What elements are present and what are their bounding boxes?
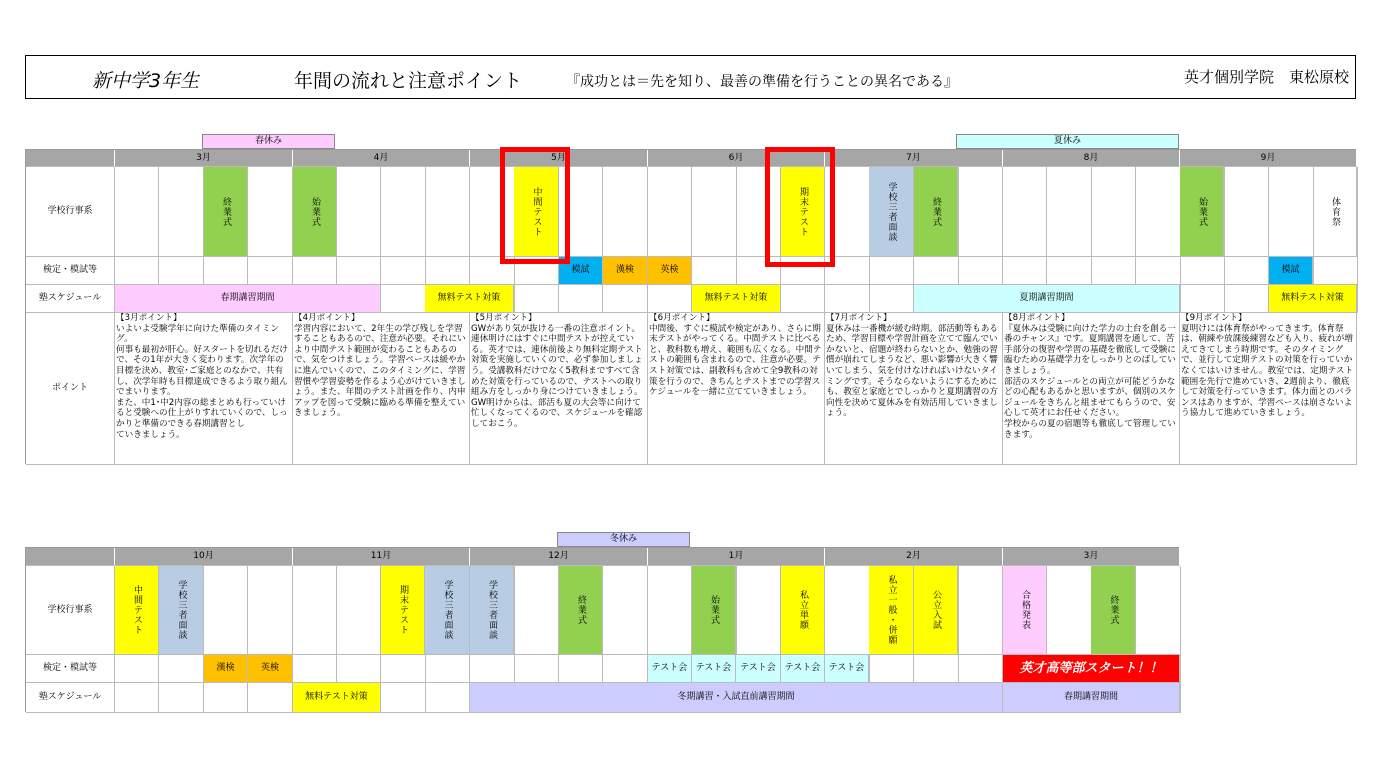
exam-mock: 模試 bbox=[559, 257, 603, 285]
event-public-exam: 公立入試 bbox=[914, 566, 958, 655]
exam-kanji: 漢検 bbox=[603, 257, 648, 285]
week-cell bbox=[959, 167, 1003, 257]
week-cell bbox=[293, 655, 337, 683]
point-august: 【8月ポイント】 『夏休みは受験に向けた学力の土台を創る一番のチャンス』です。夏期講習を通して、苦手部分の復習や学習の基礎を徹底して受験に臨むための基礎学力をしっかりとのばしていきましょう。 部活のスケジュールとの両立が可能どうかなどの心配もあるかと思いますが、個別のスケジュールをきちんと組ませてもらうので、安心して英才にお任せください。 学校からの夏の宿題等も徹底して管理していきます。 bbox=[1003, 313, 1180, 465]
week-cell bbox=[470, 655, 514, 683]
week-cell bbox=[1092, 167, 1136, 257]
week-cell bbox=[870, 285, 914, 313]
week-cell bbox=[825, 566, 869, 655]
week-cell bbox=[381, 167, 425, 257]
week-cell bbox=[248, 566, 292, 655]
week-cell bbox=[337, 257, 381, 285]
week-cell bbox=[293, 257, 337, 285]
event-closing-ceremony: 終業式 bbox=[1091, 566, 1136, 655]
month-header: 8月 bbox=[1003, 150, 1180, 167]
week-cell bbox=[1225, 285, 1269, 313]
week-cell bbox=[115, 167, 159, 257]
week-cell bbox=[381, 655, 425, 683]
month-header: 3月 bbox=[1003, 548, 1180, 566]
month-header: 12月 bbox=[470, 548, 648, 566]
exam-mock: 模試 bbox=[1269, 257, 1313, 285]
test-session: テスト会 bbox=[692, 655, 736, 683]
event-parent-meeting: 学校三者面談 bbox=[425, 566, 470, 655]
week-cell bbox=[1136, 167, 1180, 257]
month-header: 1月 bbox=[648, 548, 825, 566]
highlight-final bbox=[765, 147, 835, 267]
event-closing-ceremony: 終業式 bbox=[559, 566, 603, 655]
week-cell bbox=[648, 566, 692, 655]
month-header: 2月 bbox=[825, 548, 1003, 566]
week-cell bbox=[603, 655, 647, 683]
week-cell bbox=[1003, 167, 1047, 257]
page-header bbox=[25, 55, 1356, 99]
month-header: 10月 bbox=[115, 548, 293, 566]
motto-subtitle: 『成功とは＝先を知り、最善の準備を行うことの異名である』 bbox=[566, 74, 958, 90]
week-cell bbox=[959, 566, 1003, 655]
week-cell bbox=[914, 655, 958, 683]
week-cell bbox=[204, 257, 248, 285]
week-cell bbox=[692, 167, 736, 257]
week-cell bbox=[204, 566, 248, 655]
week-cell bbox=[559, 655, 603, 683]
row-label-events: 学校行事系 bbox=[26, 167, 115, 257]
free-test-prep: 無料テスト対策 bbox=[293, 683, 381, 713]
event-opening-ceremony: 始業式 bbox=[692, 566, 736, 655]
high-school-start-banner: 英才高等部スタート！！ bbox=[1003, 655, 1180, 683]
row-label-juku: 塾スケジュール bbox=[26, 683, 115, 713]
event-parent-meeting: 学校三者面談 bbox=[159, 566, 204, 655]
week-cell bbox=[603, 566, 647, 655]
exam-english: 英検 bbox=[648, 257, 692, 285]
week-cell bbox=[1181, 257, 1225, 285]
school-name: 英才個別学院 東松原校 bbox=[1183, 68, 1349, 86]
month-header: 6月 bbox=[648, 150, 825, 167]
week-cell bbox=[1003, 257, 1047, 285]
test-session: テスト会 bbox=[648, 655, 692, 683]
free-test-prep: 無料テスト対策 bbox=[1269, 285, 1357, 313]
free-test-prep: 無料テスト対策 bbox=[692, 285, 781, 313]
week-cell bbox=[248, 683, 292, 713]
week-cell bbox=[337, 167, 381, 257]
week-cell bbox=[1225, 167, 1269, 257]
week-cell bbox=[1225, 257, 1269, 285]
week-cell bbox=[204, 683, 248, 713]
test-session: テスト会 bbox=[736, 655, 781, 683]
event-private-single: 私立単願 bbox=[781, 566, 825, 655]
week-cell bbox=[870, 655, 914, 683]
week-cell bbox=[381, 285, 425, 313]
row-label-blank bbox=[26, 150, 115, 167]
week-cell bbox=[1047, 167, 1091, 257]
week-cell bbox=[115, 655, 159, 683]
spring-course-period: 春期講習期間 bbox=[1003, 683, 1180, 713]
week-cell bbox=[781, 285, 825, 313]
week-cell bbox=[559, 285, 603, 313]
event-private-general: 私立一般・併願 bbox=[869, 566, 914, 655]
month-header: 11月 bbox=[293, 548, 470, 566]
event-opening-ceremony: 始業式 bbox=[1180, 167, 1224, 257]
event-closing-ceremony: 終業式 bbox=[914, 167, 958, 257]
week-cell bbox=[825, 285, 869, 313]
week-cell bbox=[1092, 257, 1136, 285]
event-parent-meeting: 学校三者面談 bbox=[470, 566, 514, 655]
week-cell bbox=[337, 655, 381, 683]
event-results-announcement: 合格発表 bbox=[1003, 566, 1047, 655]
week-cell bbox=[959, 257, 1003, 285]
row-label-points: ポイント bbox=[26, 313, 115, 465]
month-header: 5月 bbox=[470, 150, 648, 167]
week-cell bbox=[159, 655, 203, 683]
row-label-exams: 検定・模試等 bbox=[26, 655, 115, 683]
week-cell bbox=[381, 257, 425, 285]
week-cell bbox=[648, 167, 692, 257]
week-cell bbox=[1181, 285, 1225, 313]
page-title: 年間の流れと注意ポイント bbox=[294, 70, 523, 92]
month-header: 4月 bbox=[293, 150, 470, 167]
week-cell bbox=[737, 566, 781, 655]
week-cell bbox=[115, 257, 159, 285]
point-june: 【6月ポイント】 中間後、すぐに模試や検定があり、さらに期末テストがやってくる。中間テストに比べると、教科数も増え、範囲も広くなる。中間テストの範囲も含まれるので、注意が必要。テスト対策では、副教科も含めて全9教科の対策を行うので、きちんとテストまでの学習スケジュールを一緒に立てていきましょう。 bbox=[648, 313, 825, 465]
week-cell bbox=[1047, 257, 1091, 285]
week-cell bbox=[381, 683, 425, 713]
week-cell bbox=[1269, 167, 1313, 257]
week-cell bbox=[426, 683, 470, 713]
row-label-juku: 塾スケジュール bbox=[26, 285, 115, 313]
spring-break-label: 春休み bbox=[202, 134, 335, 149]
free-test-prep: 無料テスト対策 bbox=[425, 285, 514, 313]
point-april: 【4月ポイント】 学習内容において、2年生の学び残しを学習することもあるので、注意が必要。それにいより中間テスト範囲が変わることもあるので、気をつけましょう。学習ペースは緩やかに進んでいくので、このタイミングに、学習習慣や学習姿勢を作るよう心がけていきましょう。また、年間のテスト計画を作り、内申アップを図って受験に臨める準備を整えていきましょう。 bbox=[293, 313, 470, 465]
winter-break-label: 冬休み bbox=[557, 532, 690, 547]
week-cell bbox=[692, 257, 736, 285]
week-cell bbox=[426, 167, 470, 257]
week-cell bbox=[959, 655, 1003, 683]
week-cell bbox=[337, 566, 381, 655]
week-cell bbox=[515, 566, 559, 655]
event-final-test: 期末テスト bbox=[381, 566, 425, 655]
week-cell bbox=[870, 257, 914, 285]
point-september: 【9月ポイント】 夏明けには体育祭がやってきます。体育祭は、朝練や放課後練習なども入り、疲れが増えてきてしまう時期です。そのタイミングで、並行して定期テストの対策を行っていかなくてはいけません。教室では、定期テスト範囲を先行で進めていき、2週前より、徹底して対策を行っていきます。体力面とのバランスはありますが、学習ペースは崩さないよう協力して進めていきましょう。 bbox=[1180, 313, 1357, 465]
point-may: 【5月ポイント】 GWがあり気が抜ける一番の注意ポイント。連休明けにはすぐに中間テストが控えている。英才では、連休前後より無料定期テスト対策を実施していくので、必ず参加しましょう。受講教科だけでなく5教科まですべて含めた対策を行っているので、テストへの取り組み方をしっかり身につけていきましょう。GW明けからは、部活も夏の大会等に向けて忙しくなってくるので、スケジュールを確認しておこう。 bbox=[470, 313, 648, 465]
week-cell bbox=[1047, 566, 1091, 655]
point-march: 【3月ポイント】 いよいよ受験学年に向けた準備のタイミング。 何事も最初が肝心。好スタートを切れるだけで、その1年が大きく変わります。次学年の目標を決め、教室･ご家庭とのなかで、共有し、次学年時も目標達成できるよう取り組んでまいります。 また、中1･中2内容の総まとめも行っていけると受験への仕上がりすれていくので、しっかりと準備のできる春期講習とし ていきましょう。 bbox=[115, 313, 293, 465]
week-cell bbox=[1136, 257, 1180, 285]
summer-course-period: 夏期講習期間 bbox=[914, 285, 1180, 313]
week-cell bbox=[293, 566, 337, 655]
spring-course-period: 春期講習期間 bbox=[115, 285, 381, 313]
test-session: テスト会 bbox=[781, 655, 825, 683]
event-midterm-test: 中間テスト bbox=[514, 167, 559, 257]
week-cell bbox=[248, 257, 292, 285]
highlight-midterm bbox=[500, 147, 570, 264]
week-cell bbox=[1136, 566, 1180, 655]
week-cell bbox=[159, 167, 203, 257]
week-cell bbox=[159, 257, 203, 285]
test-session: テスト会 bbox=[825, 655, 869, 683]
week-cell bbox=[914, 257, 958, 285]
top-schedule-table bbox=[25, 149, 1356, 464]
week-cell bbox=[648, 285, 692, 313]
exam-english: 英検 bbox=[248, 655, 293, 683]
event-final-test: 期末テスト bbox=[781, 167, 825, 257]
row-label-exams: 検定・模試等 bbox=[26, 257, 115, 285]
week-cell bbox=[603, 285, 647, 313]
event-sports-festival: 体育祭 bbox=[1313, 167, 1357, 257]
exam-kanji: 漢検 bbox=[204, 655, 248, 683]
bottom-schedule-table bbox=[25, 547, 1179, 712]
week-cell bbox=[159, 683, 203, 713]
month-header: 9月 bbox=[1180, 150, 1357, 167]
week-cell bbox=[1314, 257, 1358, 285]
point-july: 【7月ポイント】 夏休みは一番機が緩む時期。部活動等もあるため、学習目標や学習計画を立てて臨んでいかないと、宿題が終わらないとか、勉強の習慣が崩れてしまうなど、悪い影響が大きく響いてしまう、気を付けなければいけないタイミングです。そうならないようにするためにも、教室と家庭とでしっかりと夏期講習の方向性を決めて夏休みを有効活用していきましょう。 bbox=[825, 313, 1003, 465]
month-header: 7月 bbox=[825, 150, 1003, 167]
summer-break-label: 夏休み bbox=[956, 134, 1179, 149]
week-cell bbox=[515, 285, 559, 313]
event-midterm-test: 中間テスト bbox=[115, 566, 159, 655]
week-cell bbox=[515, 655, 559, 683]
row-label-blank bbox=[26, 548, 115, 566]
event-parent-meeting: 学校三者面談 bbox=[869, 167, 914, 257]
week-cell bbox=[248, 167, 292, 257]
row-label-events: 学校行事系 bbox=[26, 566, 115, 655]
week-cell bbox=[426, 655, 470, 683]
week-cell bbox=[603, 167, 647, 257]
week-cell bbox=[426, 257, 470, 285]
event-opening-ceremony: 始業式 bbox=[293, 167, 337, 257]
month-header: 3月 bbox=[115, 150, 293, 167]
event-closing-ceremony: 終業式 bbox=[204, 167, 248, 257]
winter-course-period: 冬期講習・入試直前講習期間 bbox=[470, 683, 1003, 713]
week-cell bbox=[115, 683, 159, 713]
grade-title: 新中学3年生 bbox=[92, 70, 200, 92]
